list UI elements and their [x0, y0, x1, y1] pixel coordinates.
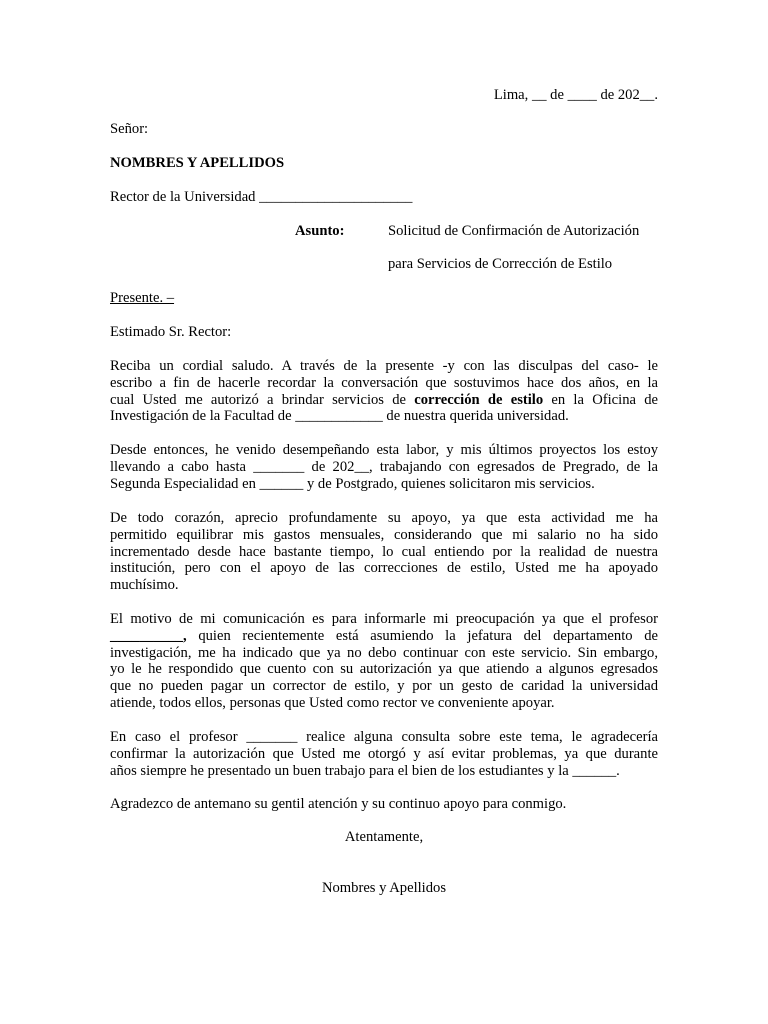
paragraph-line: permitido equilibrar mis gastos mensuales, considerando que mi salario no ha sido	[110, 526, 658, 543]
paragraph-line: atiende, todos ellos, personas que Usted como rector ve conveniente apoyar.	[110, 694, 555, 711]
paragraph-line: yo le he respondido que cuento con su autorización ya que atiendo a algunos egresados	[110, 661, 658, 678]
recipient-name: NOMBRES Y APELLIDOS	[110, 155, 285, 171]
salutation: Señor:	[110, 121, 149, 137]
paragraph-6	[110, 796, 658, 813]
paragraph-line: muchísimo.	[110, 577, 179, 594]
paragraph-2	[110, 442, 658, 492]
subject-line-1: Solicitud de Confirmación de Autorización	[388, 223, 640, 239]
paragraph-line: Desde entonces, he venido desempeñando esta labor, y mis últimos proyectos los estoy	[110, 442, 658, 458]
paragraph-1	[110, 358, 658, 425]
letter-page	[110, 0, 658, 1024]
paragraph-line: institución, pero con el apoyo de las correcciones de estilo, Usted me ha apoyado	[110, 560, 658, 577]
subject-label: Asunto:	[295, 223, 345, 239]
paragraph-line: que no pueden pagar un corrector de estilo, y por un gesto de caridad la universidad	[110, 678, 658, 695]
date-line: Lima, __ de ____ de 202__.	[493, 87, 658, 103]
recipient-title: Rector de la Universidad _____________________	[110, 189, 413, 205]
presente: Presente. –	[110, 290, 175, 306]
text-segment: cual Usted me autorizó a brindar servicios de	[110, 391, 407, 408]
paragraph-line: Investigación de la Facultad de ____________ de nuestra querida universidad.	[110, 408, 569, 425]
paragraph-line	[110, 628, 658, 645]
paragraph-line: investigación, me ha indicado que ya no debo continuar con este servicio. Sin embargo,	[110, 644, 658, 661]
paragraph-line	[110, 392, 658, 409]
paragraph-3	[110, 510, 658, 594]
paragraph-line: Agradezco de antemano su gentil atención y su continuo apoyo para conmigo.	[110, 796, 567, 812]
paragraph-4	[110, 611, 658, 712]
greeting: Estimado Sr. Rector:	[110, 324, 232, 340]
signature-name: Nombres y Apellidos	[321, 880, 447, 896]
paragraph-line: confirmar la autorización que Usted me otorgó y así evitar problemas, ya que durante	[110, 745, 658, 762]
paragraph-line: Reciba un cordial saludo. A través de la presente -y con las disculpas del caso- le	[110, 358, 658, 374]
bold-blank: __________,	[110, 627, 187, 644]
paragraph-line: De todo corazón, aprecio profundamente su apoyo, ya que esta actividad me ha	[110, 510, 658, 526]
subject-line-2: para Servicios de Corrección de Estilo	[388, 256, 613, 272]
paragraph-line: llevando a cabo hasta _______ de 202__, trabajando con egresados de Pregrado, de la	[110, 458, 658, 475]
farewell: Atentamente,	[344, 829, 424, 845]
paragraph-line: El motivo de mi comunicación es para informarle mi preocupación ya que el profesor	[110, 611, 658, 627]
paragraph-line: Segunda Especialidad en ______ y de Postgrado, quienes solicitaron mis servicios.	[110, 475, 595, 492]
paragraph-line: escribo a fin de hacerle recordar la conversación que sostuvimos hace dos años, en la	[110, 374, 658, 391]
bold-term: corrección de estilo	[414, 391, 544, 408]
paragraph-line: años siempre he presentado un buen trabajo para el bien de los estudiantes y la ______.	[110, 762, 620, 779]
paragraph-line: incrementado desde hace bastante tiempo, lo cual entiendo por la realidad de nuestra	[110, 543, 658, 560]
text-segment: quien recientemente está asumiendo la jefatura del departamento de	[198, 627, 658, 644]
paragraph-5	[110, 729, 658, 779]
text-segment: en la Oficina de	[551, 391, 658, 408]
paragraph-line: En caso el profesor _______ realice alguna consulta sobre este tema, le agradecería	[110, 729, 658, 745]
